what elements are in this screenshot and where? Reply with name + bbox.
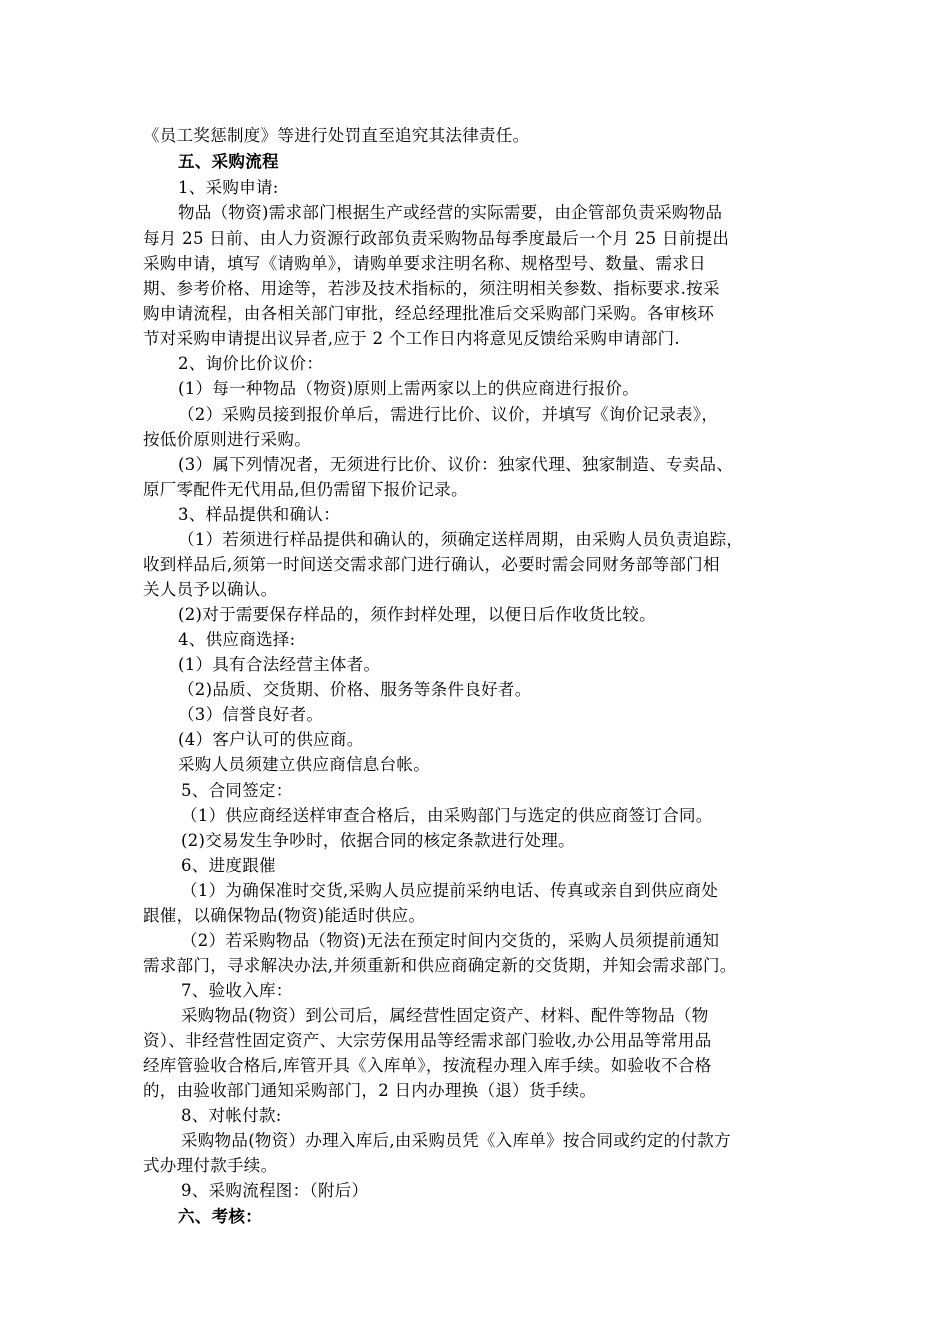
text-line: (2)对于需要保存样品的，须作封样处理，以便日后作收货比较。 xyxy=(178,605,656,624)
text-line: (4）客户认可的供应商。 xyxy=(178,730,364,749)
text-line: 需求部门，寻求解决办法,并须重新和供应商确定新的交货期，并知会需求部门。 xyxy=(143,956,737,975)
text-line: （2）采购员接到报价单后，需进行比价、议价，并填写《询价记录表》， xyxy=(178,405,719,424)
text-line: （2)品质、交货期、价格、服务等条件良好者。 xyxy=(178,680,532,699)
text-line: 经库管验收合格后,库管开具《入库单》，按流程办理入库手续。如验收不合格 xyxy=(143,1056,712,1075)
subsection-heading: 2、询价比价议价： xyxy=(178,354,324,373)
section-heading-assessment: 六、考核： xyxy=(178,1207,262,1226)
text-line: （1）若须进行样品提供和确认的，须确定送样周期，由采购人员负责追踪， xyxy=(178,530,744,549)
text-line: 节对采购申请提出议异者,应于 2 个工作日内将意见反馈给采购申请部门. xyxy=(143,329,680,348)
text-line: 购申请流程，由各相关部门审批，经总经理批准后交采购部门采购。各审核环 xyxy=(143,304,715,323)
text-line: 采购申请，填写《请购单》，请购单要求注明名称、规格型号、数量、需求日 xyxy=(143,254,706,273)
text-line: 期、参考价格、用途等，若涉及技术指标的，须注明相关参数、指标要求.按采 xyxy=(143,279,720,298)
text-line: 采购物品(物资）办理入库后,由采购员凭《入库单》按合同或约定的付款方 xyxy=(181,1131,731,1150)
text-line: （1）为确保准时交货,采购人员应提前采纳电话、传真或亲自到供应商处 xyxy=(181,881,719,900)
text-line: （2）若采购物品（物资)无法在预定时间内交货的，采购人员须提前通知 xyxy=(181,931,720,950)
text-line: （1）供应商经送样审查合格后，由采购部门与选定的供应商签订合同。 xyxy=(181,806,713,825)
subsection-heading: 9、采购流程图：（附后） xyxy=(181,1181,369,1200)
subsection-heading: 8、对帐付款: xyxy=(181,1106,282,1125)
text-line: 原厂零配件无代用品,但仍需留下报价记录。 xyxy=(143,480,468,499)
text-line: 按低价原则进行采购。 xyxy=(143,430,311,449)
text-line: (1）每一种物品（物资)原则上需两家以上的供应商进行报价。 xyxy=(178,379,640,398)
section-heading-procurement-process: 五、采购流程 xyxy=(178,152,279,171)
subsection-heading: 3、样品提供和确认： xyxy=(178,505,340,524)
text-line: 采购物品(物资）到公司后，属经营性固定资产、材料、配件等物品（物 xyxy=(181,1006,709,1025)
text-line: 的，由验收部门通知采购部门，2 日内办理换（退）货手续。 xyxy=(143,1081,597,1100)
text-line: 物品（物资)需求部门根据生产或经营的实际需要，由企管部负责采购物品 xyxy=(178,203,723,222)
text-line: 采购人员须建立供应商信息台帐。 xyxy=(178,755,430,774)
text-line: (3）属下列情况者，无须进行比价、议价：独家代理、独家制造、专卖品、 xyxy=(178,455,734,474)
text-line: 收到样品后,须第一时间送交需求部门进行确认，必要时需会同财务部等部门相 xyxy=(143,555,720,574)
subsection-heading: 5、合同签定： xyxy=(181,781,293,800)
text-line: 跟催，以确保物品(物资)能适时供应。 xyxy=(143,906,426,925)
subsection-heading: 7、验收入库： xyxy=(181,981,293,1000)
text-line: (2)交易发生争吵时，依据合同的核定条款进行处理。 xyxy=(181,831,575,850)
subsection-heading: 6、进度跟催 xyxy=(181,856,276,875)
text-line: 《员工奖惩制度》等进行处罚直至追究其法律责任。 xyxy=(143,126,530,145)
text-line: 关人员予以确认。 xyxy=(143,580,278,599)
text-line: 资）、非经营性固定资产、大宗劳保用品等经需求部门验收,办公用品等常用品 xyxy=(143,1031,712,1050)
subsection-heading: 1、采购申请: xyxy=(178,178,279,197)
text-line: 每月 25 日前、由人力资源行政部负责采购物品每季度最后一个月 25 日前提出 xyxy=(143,229,730,248)
text-line: (1）具有合法经营主体者。 xyxy=(178,655,381,674)
subsection-heading: 4、供应商选择: xyxy=(178,630,296,649)
text-line: 式办理付款手续。 xyxy=(143,1156,278,1175)
text-line: （3）信誉良好者。 xyxy=(178,705,324,724)
